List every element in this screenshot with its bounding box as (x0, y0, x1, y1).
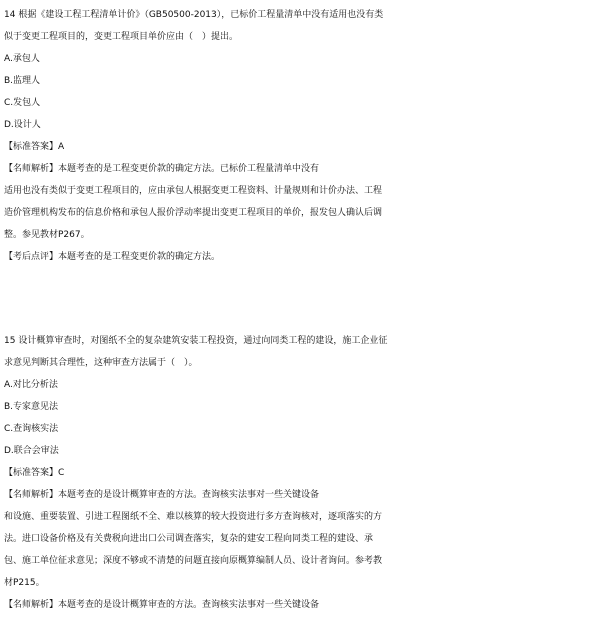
q15-analysis-line-1: 【名师解析】本题考查的是设计概算审查的方法。查询核实法事对一些关键设备 (4, 490, 320, 500)
q14-option-a: A.承包人 (4, 54, 40, 64)
section-gap (4, 268, 594, 330)
q14-analysis-line-3: 造价管理机构发布的信息价格和承包人报价浮动率提出变更工程项目的单价，报发包人确认后调 (4, 208, 383, 218)
q15-stem-line-1: 15 设计概算审查时，对图纸不全的复杂建筑安装工程投资，通过向同类工程的建设，施工企业征 (4, 336, 388, 346)
q15-analysis-repeat: 【名师解析】本题考查的是设计概算审查的方法。查询核实法事对一些关键设备 (4, 600, 320, 610)
q14-analysis-line-2: 适用也没有类似于变更工程项目的，应由承包人根据变更工程资料、计量规则和计价办法、工程 (4, 186, 383, 196)
q15-option-a: A.对比分析法 (4, 380, 58, 390)
q15-analysis-line-4: 包、施工单位征求意见；深度不够或不清楚的问题直接向原概算编制人员、设计者询问。参考教 (4, 556, 383, 566)
q15-analysis-line-5: 材P215。 (4, 578, 45, 588)
q15-analysis-line-3: 法。进口设备价格及有关费税向进出口公司调查落实，复杂的建安工程向同类工程的建设、承 (4, 534, 374, 544)
q15-option-c: C.查询核实法 (4, 424, 59, 434)
q14-option-c: C.发包人 (4, 98, 41, 108)
q14-stem-line-1: 14 根据《建设工程工程清单计价》（GB50500-2013），已标价工程量清单中没有适用也没有类 (4, 10, 384, 20)
q14-option-b: B.监理人 (4, 76, 41, 86)
document-page (4, 4, 594, 616)
q14-analysis-line-1: 【名师解析】本题考查的是工程变更价款的确定方法。已标价工程量清单中没有 (4, 164, 320, 174)
q15-stem-line-2: 求意见判断其合理性，这种审查方法属于（ ）。 (4, 358, 198, 368)
q14-comment: 【考后点评】本题考查的是工程变更价款的确定方法。 (4, 252, 221, 262)
q14-stem-line-2: 似于变更工程项目的，变更工程项目单价应由（ ）提出。 (4, 32, 239, 42)
q14-answer: 【标准答案】A (4, 142, 65, 152)
question-15 (4, 330, 594, 616)
q15-answer: 【标准答案】C (4, 468, 65, 478)
q15-analysis-line-2: 和设施、重要装置、引进工程图纸不全、难以核算的较大投资进行多方查询核对，逐项落实的方 (4, 512, 383, 522)
q15-option-d: D.联合会审法 (4, 446, 59, 456)
q15-option-b: B.专家意见法 (4, 402, 59, 412)
q14-analysis-line-4: 整。参见教材P267。 (4, 230, 90, 240)
question-14 (4, 4, 594, 268)
q14-option-d: D.设计人 (4, 120, 41, 130)
